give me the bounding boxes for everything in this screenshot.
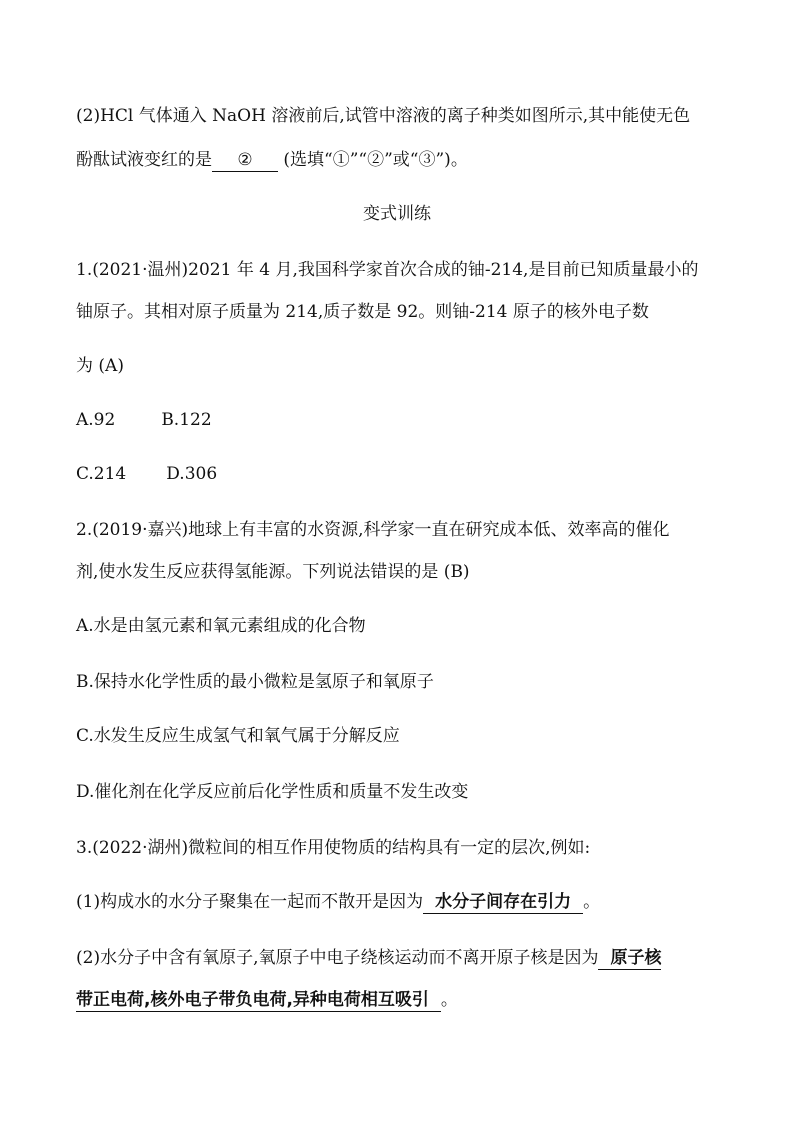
prev-question-2-text: 酚酞试液变红的是 [76,150,212,170]
q2-option-c: C.水发生反应生成氢气和氧气属于分解反应 [76,726,400,746]
section-title: 变式训练 [363,204,431,224]
q3-sub2-line2 [76,988,736,1012]
q2-option-b: B.保持水化学性质的最小微粒是氢原子和氧原子 [76,672,434,692]
q1-option-a: A.92 [76,410,116,430]
q2-option-d: D.催化剂在化学反应前后化学性质和质量不发生改变 [76,782,469,802]
q2-line1: 2.(2019·嘉兴)地球上有丰富的水资源,科学家一直在研究成本低、效率高的催化 [76,520,670,540]
q2-option-a: A.水是由氢元素和氧元素组成的化合物 [76,616,366,636]
q3-sub2-answer-part2: 带正电荷,核外电子带负电荷,异种电荷相互吸引 [76,989,441,1012]
q1-options-row1 [76,408,736,432]
q2-line2: 剂,使水发生反应获得氢能源。下列说法错误的是 (B) [76,562,470,582]
prev-question-2-answer-blank: ② [212,149,278,172]
q1-line1: 1.(2021·温州)2021 年 4 月,我国科学家首次合成的铀-214,是目前已知质量最小的 [76,260,699,280]
q1-option-d: D.306 [166,464,218,484]
q3-stem: 3.(2022·湖州)微粒间的相互作用使物质的结构具有一定的层次,例如: [76,838,591,858]
prev-question-2-line2 [76,148,736,172]
q3-sub2-answer-part1: 原子核 [598,947,661,970]
q3-sub2-end: 。 [440,990,458,1010]
q1-option-b: B.122 [161,410,212,430]
q3-sub1-end: 。 [583,892,601,912]
prev-question-2-hint: (选填“①”“②”或“③”)。 [283,150,468,170]
q3-sub1-answer: 水分子间存在引力 [423,891,583,914]
q1-option-c: C.214 [76,464,127,484]
q1-line3: 为 (A) [76,356,124,376]
q1-line2: 铀原子。其相对原子质量为 214,质子数是 92。则铀-214 原子的核外电子数 [76,302,649,322]
q3-sub2-text: (2)水分子中含有氧原子,氧原子中电子绕核运动而不离开原子核是因为 [76,948,599,968]
prev-question-2-line1: (2)HCl 气体通入 NaOH 溶液前后,试管中溶液的离子种类如图所示,其中能使无色 [76,106,691,126]
q3-sub1-text: (1)构成水的水分子聚集在一起而不散开是因为 [76,892,424,912]
q3-sub2-line1 [76,946,736,970]
q1-options-row2 [76,462,736,486]
q3-sub1 [76,890,736,914]
